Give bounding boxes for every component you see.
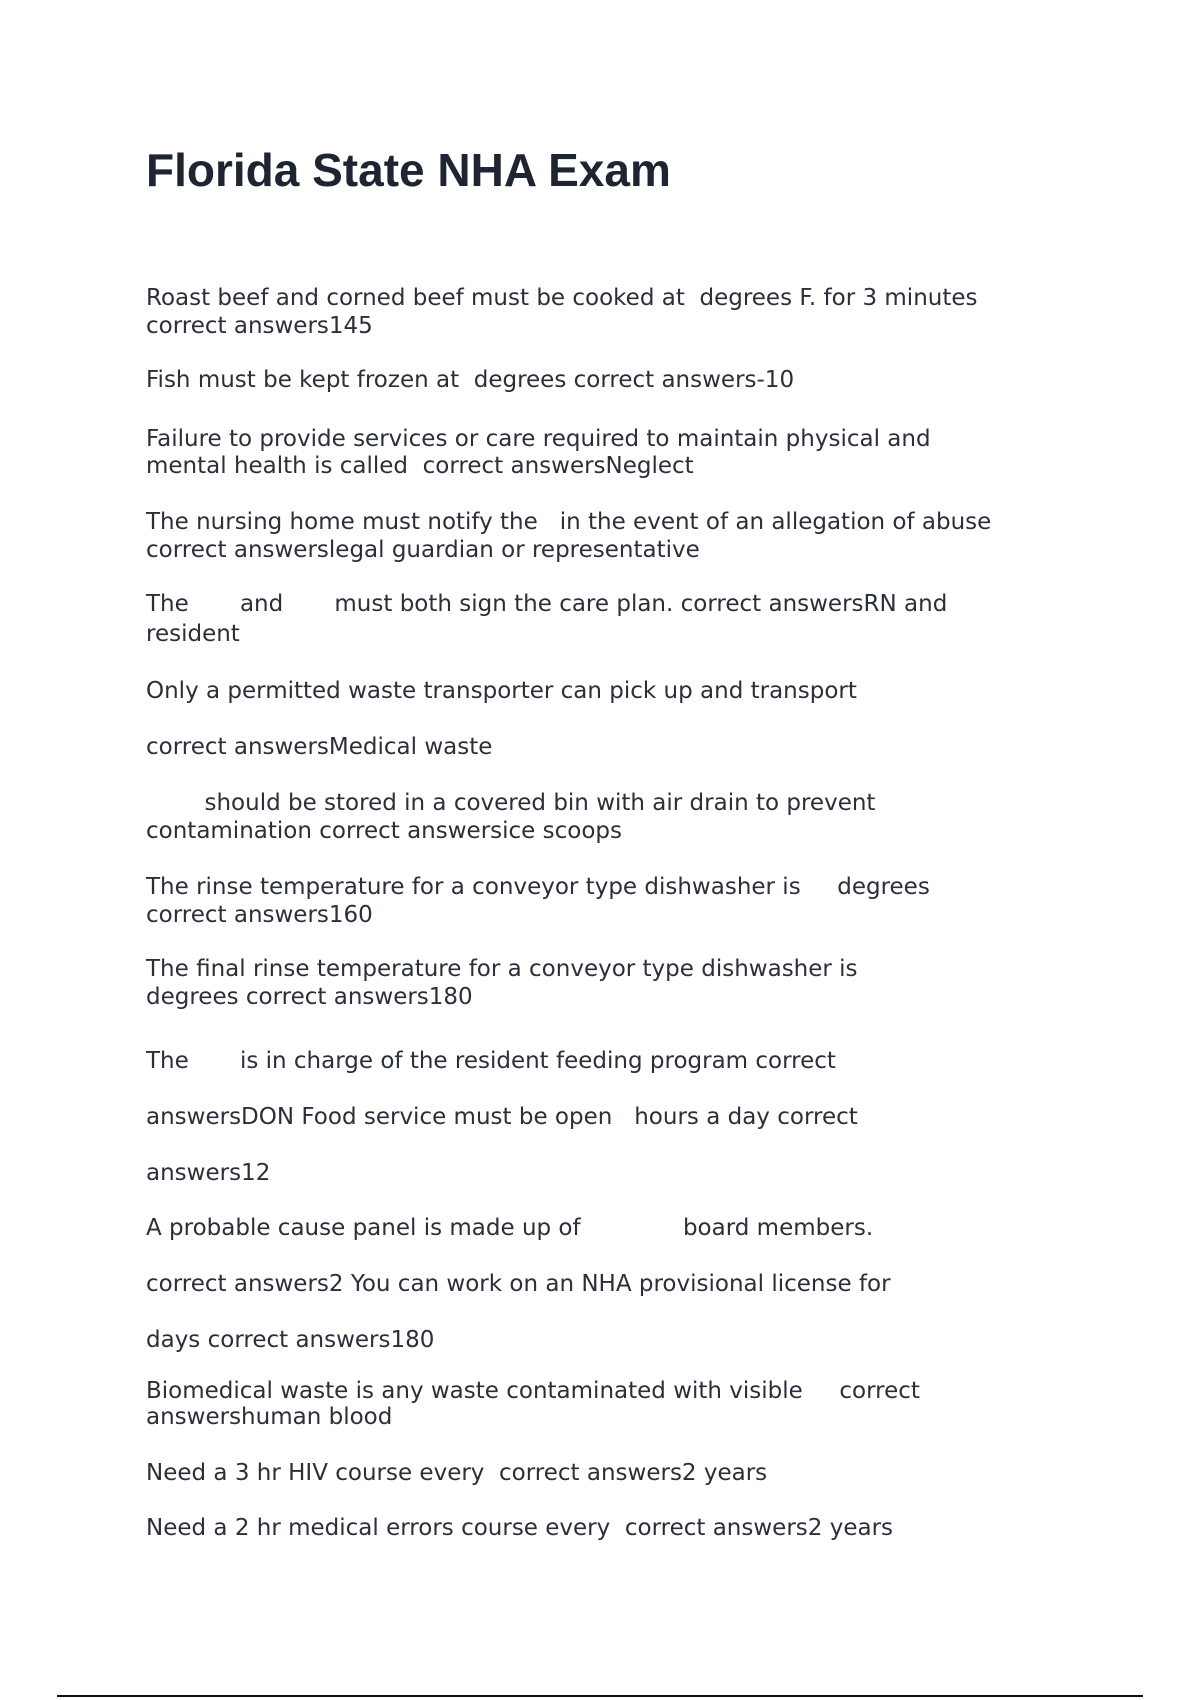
body-line: The is in charge of the resident feeding program correct — [146, 1048, 836, 1074]
body-line: degrees correct answers180 — [146, 984, 473, 1010]
body-line: The nursing home must notify the in the event of an allegation of abuse — [146, 509, 992, 535]
body-line: The and must both sign the care plan. correct answersRN and — [146, 591, 948, 617]
body-line: Failure to provide services or care required to maintain physical and — [146, 426, 931, 452]
footer-divider — [57, 1695, 1143, 1697]
body-line: answers12 — [146, 1160, 271, 1186]
body-line: Need a 3 hr HIV course every correct answers2 years — [146, 1460, 768, 1486]
body-line: correct answers145 — [146, 313, 373, 339]
body-line: A probable cause panel is made up of board members. — [146, 1215, 874, 1241]
body-line: contamination correct answersice scoops — [146, 818, 622, 844]
body-line: The final rinse temperature for a conveyor type dishwasher is — [146, 956, 858, 982]
body-line: The rinse temperature for a conveyor type dishwasher is degrees — [146, 874, 930, 900]
body-line: Need a 2 hr medical errors course every correct answers2 years — [146, 1515, 894, 1541]
body-line: correct answers160 — [146, 902, 373, 928]
page-title: Florida State NHA Exam — [146, 144, 671, 196]
body-line: Roast beef and corned beef must be cooked at degrees F. for 3 minutes — [146, 285, 978, 311]
body-line: answershuman blood — [146, 1404, 393, 1430]
body-line: Biomedical waste is any waste contaminated with visible correct — [146, 1378, 920, 1404]
body-line: Only a permitted waste transporter can pick up and transport — [146, 678, 857, 704]
body-line: Fish must be kept frozen at degrees correct answers-10 — [146, 367, 795, 393]
body-line: should be stored in a covered bin with air drain to prevent — [146, 790, 876, 816]
body-line: answersDON Food service must be open hours a day correct — [146, 1104, 858, 1130]
body-line: correct answersMedical waste — [146, 734, 493, 760]
body-line: correct answerslegal guardian or representative — [146, 537, 700, 563]
body-line: correct answers2 You can work on an NHA provisional license for — [146, 1271, 891, 1297]
body-line: mental health is called correct answersNeglect — [146, 453, 694, 479]
body-line: days correct answers180 — [146, 1327, 435, 1353]
body-line: resident — [146, 621, 240, 647]
